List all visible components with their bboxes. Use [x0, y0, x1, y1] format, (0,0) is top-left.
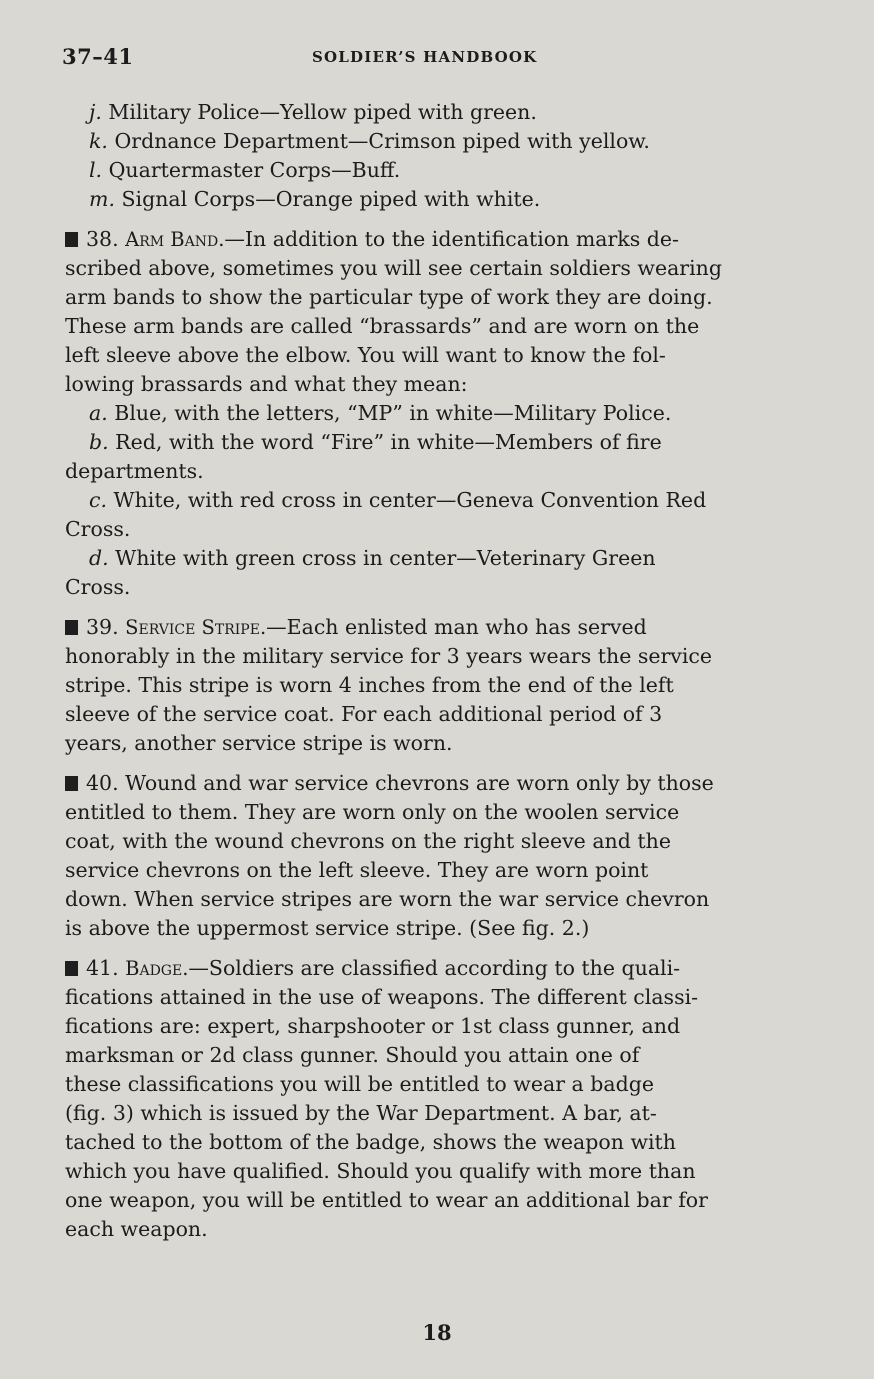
paragraph-heading: Arm Band. [125, 228, 225, 251]
paragraph-number: 38. [86, 227, 119, 251]
list-item-c [65, 486, 790, 515]
paragraph-heading: Service Stripe. [125, 616, 267, 639]
list-item-m [65, 185, 790, 214]
item-letter: b. [89, 430, 109, 454]
paragraph-38 [65, 225, 790, 602]
paragraph-40 [65, 769, 790, 943]
paragraph-line: (fig. 3) which is issued by the War Department. A bar, at- [65, 1101, 657, 1125]
paragraph-line: 40. Wound and war service chevrons are worn only by those [65, 769, 790, 798]
paragraph-marker-icon [65, 776, 78, 791]
item-text: White, with red cross in center—Geneva Convention Red [113, 488, 707, 512]
list-item-d [65, 544, 790, 573]
item-text: Military Police—Yellow piped with green. [108, 100, 537, 124]
paragraph-line: which you have qualified. Should you qualify with more than [65, 1159, 696, 1183]
paragraph-line: sleeve of the service coat. For each additional period of 3 [65, 702, 663, 726]
paragraph-39 [65, 613, 790, 758]
item-letter: l. [89, 158, 103, 182]
item-letter: a. [89, 401, 108, 425]
item-text: Ordnance Department—Crimson piped with yellow. [114, 129, 650, 153]
paragraph-line: tached to the bottom of the badge, shows the weapon with [65, 1130, 676, 1154]
paragraph-line: honorably in the military service for 3 years wears the service [65, 644, 713, 668]
body-text [65, 98, 790, 1244]
list-item-l [65, 156, 790, 185]
item-text: Red, with the word “Fire” in white—Members of fire [115, 430, 662, 454]
list-item-c-cont: Cross. [65, 517, 131, 541]
paragraph-line: marksman or 2d class gunner. Should you attain one of [65, 1043, 640, 1067]
list-item-b-cont: departments. [65, 459, 204, 483]
paragraph-number: 40. [86, 771, 119, 795]
paragraph-line: fications attained in the use of weapons. The different classi- [65, 985, 699, 1009]
paragraph-line: 39. Service Stripe.—Each enlisted man who has served [65, 613, 790, 642]
running-head: SOLDIER’S HANDBOOK [312, 48, 538, 66]
list-item-b [65, 428, 790, 457]
paragraph-line: is above the uppermost service stripe. (See fig. 2.) [65, 916, 590, 940]
paragraph-line: coat, with the wound chevrons on the right sleeve and the [65, 829, 671, 853]
paragraph-marker-icon [65, 961, 78, 976]
paragraph-line: years, another service stripe is worn. [65, 731, 453, 755]
paragraph-line: stripe. This stripe is worn 4 inches from the end of the left [65, 673, 674, 697]
item-text: Quartermaster Corps—Buff. [108, 158, 401, 182]
paragraph-line: left sleeve above the elbow. You will want to know the fol- [65, 343, 666, 367]
paragraph-line: service chevrons on the left sleeve. They are worn point [65, 858, 649, 882]
list-item-k [65, 127, 790, 156]
paragraph-line: each weapon. [65, 1217, 208, 1241]
item-letter: m. [89, 187, 115, 211]
paragraph-line: entitled to them. They are worn only on the woolen service [65, 800, 680, 824]
item-text: White with green cross in center—Veterinary Green [115, 546, 656, 570]
page-header [62, 44, 812, 74]
page-number: 18 [422, 1320, 452, 1345]
paragraph-line: scribed above, sometimes you will see certain soldiers wearing [65, 256, 722, 280]
paragraph-line: these classifications you will be entitled to wear a badge [65, 1072, 654, 1096]
paragraph-line: down. When service stripes are worn the war service chevron [65, 887, 710, 911]
item-letter: c. [89, 488, 107, 512]
paragraph-number: 39. [86, 615, 119, 639]
paragraph-line: 38. Arm Band.—In addition to the identification marks de- [65, 225, 790, 254]
item-text: Signal Corps—Orange piped with white. [121, 187, 541, 211]
paragraph-41 [65, 954, 790, 1244]
paragraph-line: 41. Badge.—Soldiers are classified according to the quali- [65, 954, 790, 983]
item-letter: d. [89, 546, 109, 570]
paragraph-range: 37–41 [62, 44, 134, 69]
paragraph-number: 41. [86, 956, 119, 980]
paragraph-line: one weapon, you will be entitled to wear an additional bar for [65, 1188, 708, 1212]
item-letter: j. [89, 100, 102, 124]
item-letter: k. [89, 129, 108, 153]
list-item-d-cont: Cross. [65, 575, 131, 599]
list-item-a [65, 399, 790, 428]
paragraph-marker-icon [65, 620, 78, 635]
paragraph-line: These arm bands are called “brassards” and are worn on the [65, 314, 700, 338]
item-text: Blue, with the letters, “MP” in white—Military Police. [114, 401, 672, 425]
list-item-j [65, 98, 790, 127]
paragraph-line: lowing brassards and what they mean: [65, 372, 468, 396]
paragraph-marker-icon [65, 232, 78, 247]
paragraph-line: arm bands to show the particular type of work they are doing. [65, 285, 713, 309]
paragraph-line: fications are: expert, sharpshooter or 1st class gunner, and [65, 1014, 681, 1038]
paragraph-heading: Badge. [125, 957, 189, 980]
